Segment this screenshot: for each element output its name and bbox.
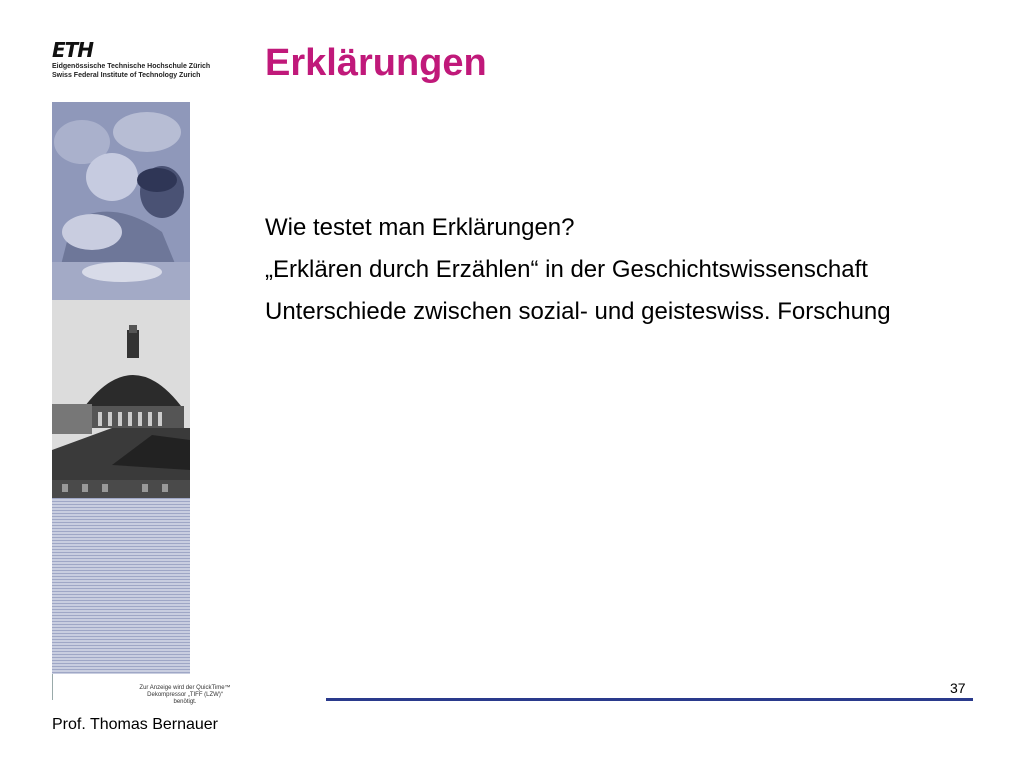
slide-title: Erklärungen xyxy=(265,42,487,84)
eth-logo-german: Eidgenössische Technische Hochschule Zürich xyxy=(52,63,211,70)
slide-body xyxy=(265,212,915,338)
quicktime-note-line-2: Dekompressor „TIFF (LZW)“ xyxy=(147,692,223,698)
strip-rule xyxy=(52,674,53,700)
bullet-item: „Erklären durch Erzählen“ in der Geschichtswissenschaft xyxy=(265,256,868,283)
students-photo xyxy=(52,102,190,300)
eth-logo-mark: ETH xyxy=(52,38,94,62)
quicktime-placeholder-note xyxy=(130,685,240,706)
bullet-item: Unterschiede zwischen sozial- und geisteswiss. Forschung xyxy=(265,298,891,325)
striped-panel xyxy=(52,498,190,674)
eth-logo-english: Swiss Federal Institute of Technology Zurich xyxy=(52,72,201,79)
decorative-photo-strip xyxy=(52,102,190,674)
bullet-item: Wie testet man Erklärungen? xyxy=(265,214,575,241)
eth-dome-photo xyxy=(52,300,190,498)
eth-logo xyxy=(52,40,212,84)
quicktime-note-line-1: Zur Anzeige wird der QuickTime™ xyxy=(139,685,231,691)
page-number: 37 xyxy=(950,680,966,696)
footer-divider xyxy=(326,698,973,701)
quicktime-note-line-3: benötigt. xyxy=(173,699,197,705)
author-name: Prof. Thomas Bernauer xyxy=(52,716,219,733)
